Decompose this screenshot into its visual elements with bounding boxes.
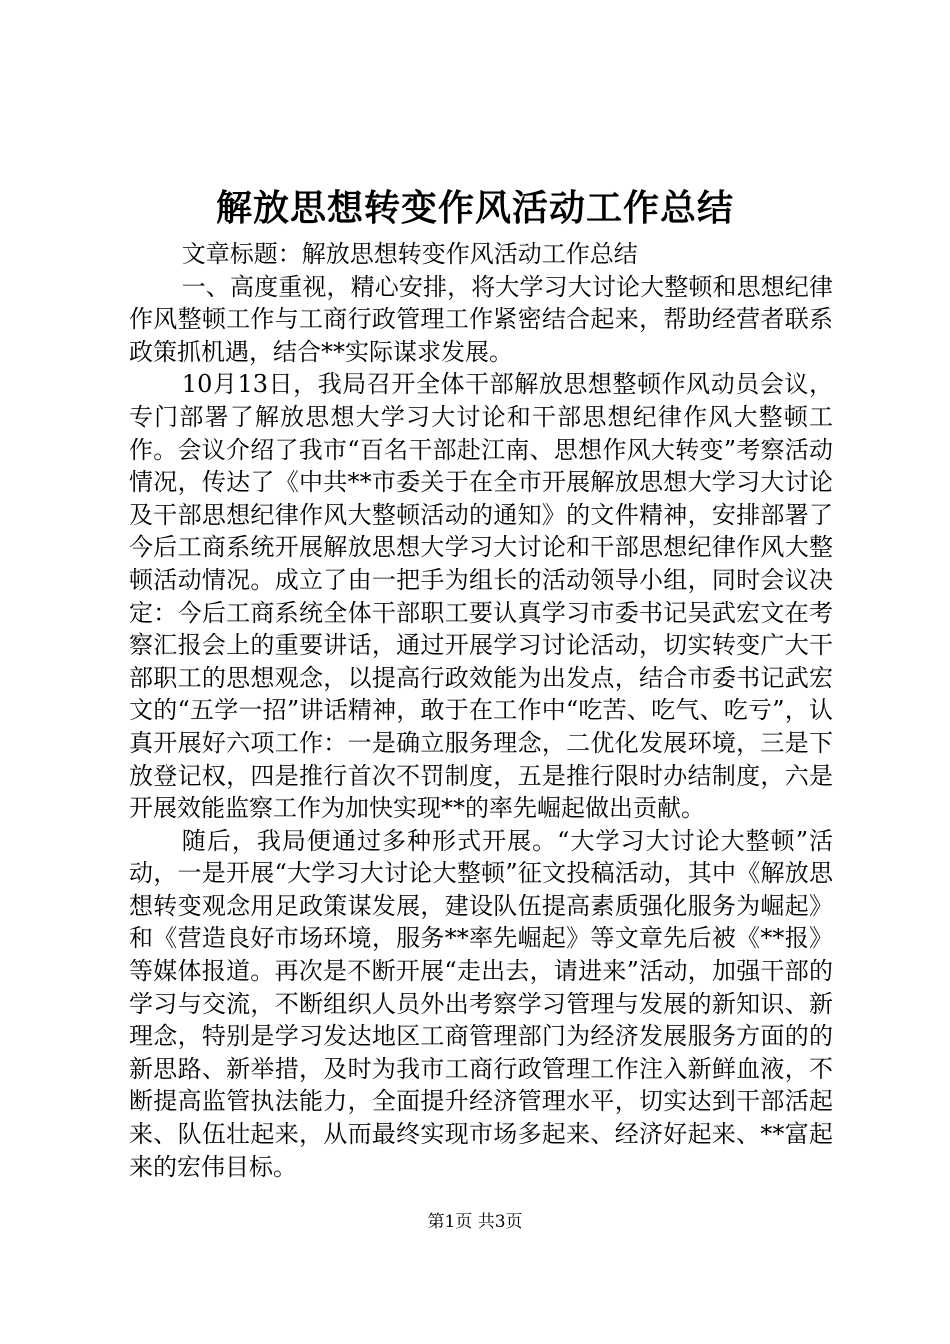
paragraph-2: 10月13日，我局召开全体干部解放思想整顿作风动员会议，专门部署了解放思想大学习大讨论和干部思想纪律作风大整顿工作。会议介绍了我市“百名干部赴江南、思想作风大转变”考察活动情况，传达了《中共**市委关于在全市开展解放思想大学习大讨论及干部思想纪律作风大整顿活动的通知》的文件精神，安排部署了今后工商系统开展解放思想大学习大讨论和干部思想纪律作风大整顿活动情况。成立了由一把手为组长的活动领导小组，同时会议决定：今后工商系统全体干部职工要认真学习市委书记吴武宏文在考察汇报会上的重要讲话，通过开展学习讨论活动，切实转变广大干部职工的思想观念，以提高行政效能为出发点，结合市委书记武宏文的“五学一招”讲话精神，敢于在工作中“吃苦、吃气、吃亏”，认真开展好六项工作：一是确立服务理念，二优化发展环境，三是下放登记权，四是推行首次不罚制度，五是推行限时办结制度，六是开展效能监察工作为加快实现**的率先崛起做出贡献。 [129,370,833,823]
paragraph-3: 随后，我局便通过多种形式开展。“大学习大讨论大整顿”活动，一是开展“大学习大讨论大整顿”征文投稿活动，其中《解放思想转变观念用足政策谋发展，建设队伍提高素质强化服务为崛起》和《营造良好市场环境，服务**率先崛起》等文章先后被《**报》等媒体报道。再次是不断开展“走出去，请进来”活动，加强干部的学习与交流，不断组织人员外出考察学习管理与发展的新知识、新理念，特别是学习发达地区工商管理部门为经济发展服务方面的的新思路、新举措，及时为我市工商行政管理工作注入新鲜血液，不断提高监管执法能力，全面提升经济管理水平，切实达到干部活起来、队伍壮起来，从而最终实现市场多起来、经济好起来、**富起来的宏伟目标。 [129,826,833,1181]
document-title: 解放思想转变作风活动工作总结 [215,188,734,229]
page-number-footer: 第1页 共3页 [427,1212,523,1232]
article-title-line: 文章标题：解放思想转变作风活动工作总结 [181,240,638,268]
paragraph-1: 一、高度重视，精心安排，将大学习大讨论大整顿和思想纪律作风整顿工作与工商行政管理工作紧密结合起来，帮助经营者联系政策抓机遇，结合**实际谋求发展。 [129,272,833,366]
document-body [129,238,833,1183]
